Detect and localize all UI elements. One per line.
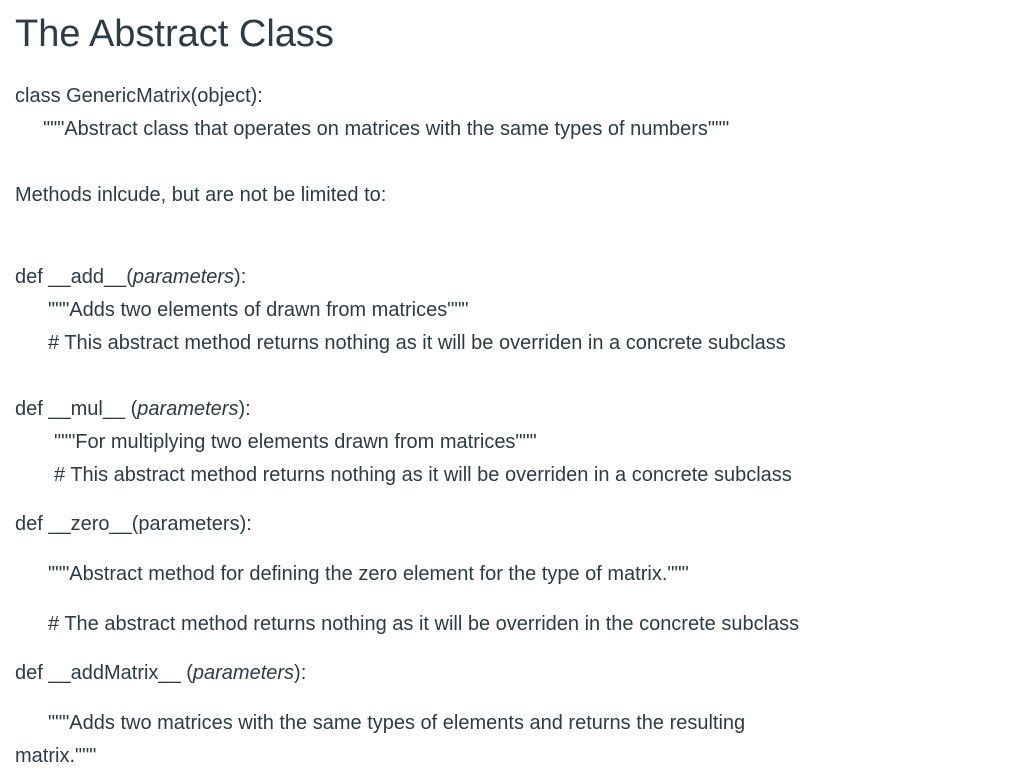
signature-suffix: ): [238,398,251,420]
signature-prefix: def __addMatrix__ ( [15,662,193,684]
signature-params: parameters [192,662,295,684]
signature-suffix: ): [294,662,307,684]
class-declaration: class GenericMatrix(object): [15,85,263,107]
signature-params: parameters [137,398,239,420]
addmatrix-method-signature [15,661,306,685]
mul-method-signature [15,397,251,421]
add-method-comment: # This abstract method returns nothing as it will be overriden in a concrete subclass [48,332,786,354]
signature-suffix: ): [234,266,247,288]
signature-params: parameters [132,266,235,288]
methods-intro: Methods inlcude, but are not be limited to: [15,184,387,206]
zero-method-docstring: """Abstract method for defining the zero element for the type of matrix.""" [48,563,689,585]
zero-method-signature: def __zero__(parameters): [15,513,252,535]
mul-method-comment: # This abstract method returns nothing as it will be overriden in a concrete subclass [54,464,792,486]
page-title: The Abstract Class [15,13,334,55]
add-method-signature [15,265,246,289]
signature-prefix: def __mul__ ( [15,398,138,420]
mul-method-docstring: """For multiplying two elements drawn from matrices""" [54,431,537,453]
addmatrix-method-docstring-line1: """Adds two matrices with the same types of elements and returns the resulting [48,712,746,734]
zero-method-comment: # The abstract method returns nothing as it will be overriden in the concrete subclass [48,613,800,635]
class-docstring: """Abstract class that operates on matrices with the same types of numbers""" [43,118,730,140]
signature-prefix: def __add__( [15,266,133,288]
add-method-docstring: """Adds two elements of drawn from matrices""" [48,299,469,321]
addmatrix-method-docstring-line2: matrix.""" [15,745,97,767]
